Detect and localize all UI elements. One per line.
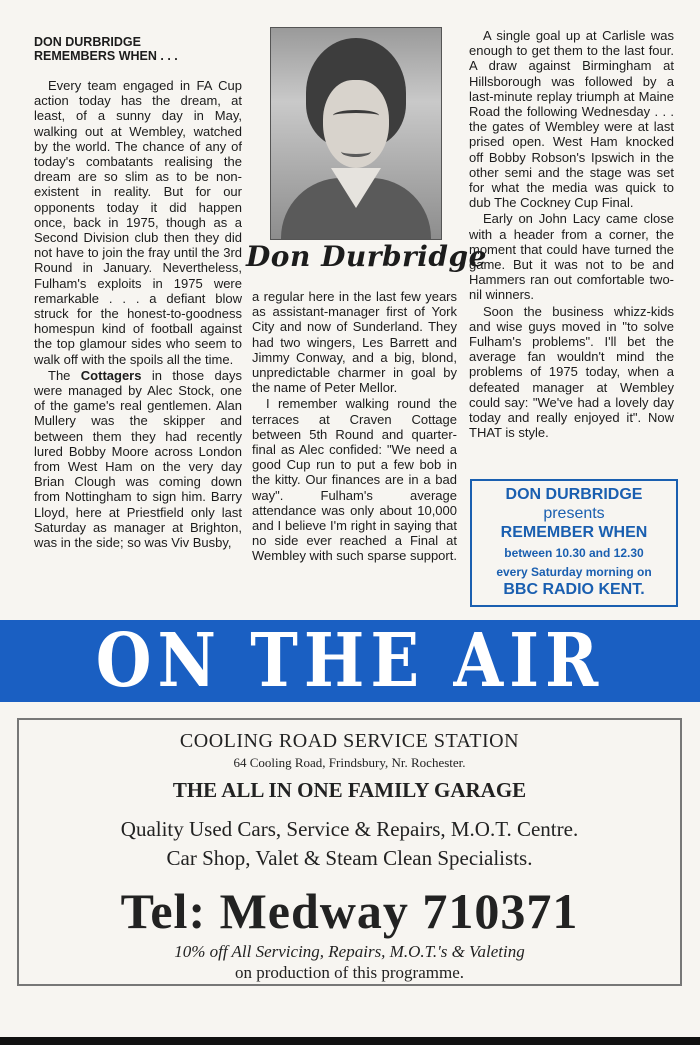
paragraph-rest: in those days were managed by Alec Stock, one of the game's real gentlemen. Alan Mullery was the skipper and between them they had recently lured Bobby Moore across London from West Ham on the very day Brian Clough was coming down from Nottingham to sign him. Barry Lloyd, here at Priestfield only last Saturday as manager at Brighton, was in the side; so was Viv Busby, — [34, 367, 243, 551]
bottom-rule — [0, 1037, 700, 1045]
ad-tagline: THE ALL IN ONE FAMILY GARAGE — [172, 778, 527, 802]
banner-title: ON THE AIR — [95, 617, 605, 705]
garage-advert — [17, 718, 682, 986]
ad-condition: on production of this programme. — [235, 963, 464, 982]
article-paragraph: Every team engaged in FA Cup action today has the dream, at least, of a sunny day in May, walking out at Wembley, watched by the world. The chance of any of today's combatants realising the dream are so slim as to be non-existent in reality. But for our opponents today it did happen once, back in 1975, though as a Second Division club then they did not have to join the fray until the 3rd Round in January. Nevertheless, Fulham's exploits in 1975 were remarkable . . . a defiant blow struck for the honest-to-goodness homespun kind of football against the top glamour sides who seem to walk off with the spoils all the time. — [34, 78, 242, 367]
article-paragraph: Soon the business whizz-kids and wise guys moved in "to solve Fulham's problems". I'll bet the average fan wouldn't mind the problems of 1975 today, when a defeated manager at Wembley could say: "We've had a lovely day today and really enjoyed it". Now THAT is style. — [469, 303, 674, 441]
article-paragraph: Early on John Lacy came close with a header from a corner, the moment that could have turned the game. But it was not to be and Hammers ran out comfortable two-nil winners. — [469, 211, 674, 303]
headline-line-1: DON DURBRIDGE — [34, 35, 141, 49]
author-signature: Don Durbridge — [246, 240, 487, 273]
promo-presents: presents — [543, 505, 605, 522]
photo-eyes — [333, 110, 379, 121]
radio-promo-box — [470, 479, 678, 607]
article-column-1 — [34, 36, 242, 550]
on-the-air-banner — [0, 617, 700, 705]
ad-business-name: COOLING ROAD SERVICE STATION — [179, 730, 520, 752]
ad-services-line-1: Quality Used Cars, Service & Repairs, M.O.T. Centre. — [120, 817, 579, 841]
article-column-2 — [252, 289, 457, 564]
article-paragraph — [34, 368, 242, 550]
bold-term: Cottagers — [80, 367, 142, 383]
ad-offer: 10% off All Servicing, Repairs, M.O.T.'s & Valeting — [174, 942, 525, 961]
promo-station: BBC RADIO KENT. — [503, 581, 645, 598]
ad-phone: Tel: Medway 710371 — [120, 883, 579, 939]
article-column-3 — [469, 28, 674, 440]
article-headline — [34, 36, 242, 63]
author-photo — [270, 27, 442, 240]
article-paragraph: a regular here in the last few years as assistant-manager first of York City and now of Sunderland. They had two wingers, Les Barrett and Jimmy Conway, and a big, blond, unpredictable charmer in goal by the name of Peter Mellor. — [252, 289, 457, 396]
promo-show-title: REMEMBER WHEN — [500, 524, 648, 541]
paragraph-lead: The — [48, 367, 81, 383]
promo-presenter: DON DURBRIDGE — [505, 486, 643, 503]
article-paragraph: A single goal up at Carlisle was enough to get them to the last four. A draw against Birmingham at Hillsborough was followed by a last-minute replay triumph at Maine Road the following Wednesday . . . the gates of Wembley were at last prised open. West Ham knocked off Bobby Robson's Ipswich in the other semi and the stage was set for what the media was quick to dub The Cockney Cup Final. — [469, 28, 674, 211]
ad-services-line-2: Car Shop, Valet & Steam Clean Specialists. — [166, 846, 533, 870]
headline-line-2: REMEMBERS WHEN . . . — [34, 48, 178, 63]
promo-time: between 10.30 and 12.30 — [504, 546, 644, 560]
article-paragraph: I remember walking round the terraces at Craven Cottage between 5th Round and quarter-final as Alec confided: "We need a good Cup run to put a few bob in the kitty. Our finances are in a bad way". Fulham's average attendance was only about 10,000 and I believe I'm right in saying that no side ever reached a Final at Wembley with such sparse support. — [252, 396, 457, 564]
photo-mouth — [341, 146, 371, 157]
promo-day: every Saturday morning on — [496, 565, 652, 579]
ad-address: 64 Cooling Road, Frindsbury, Nr. Rochester. — [233, 755, 466, 770]
